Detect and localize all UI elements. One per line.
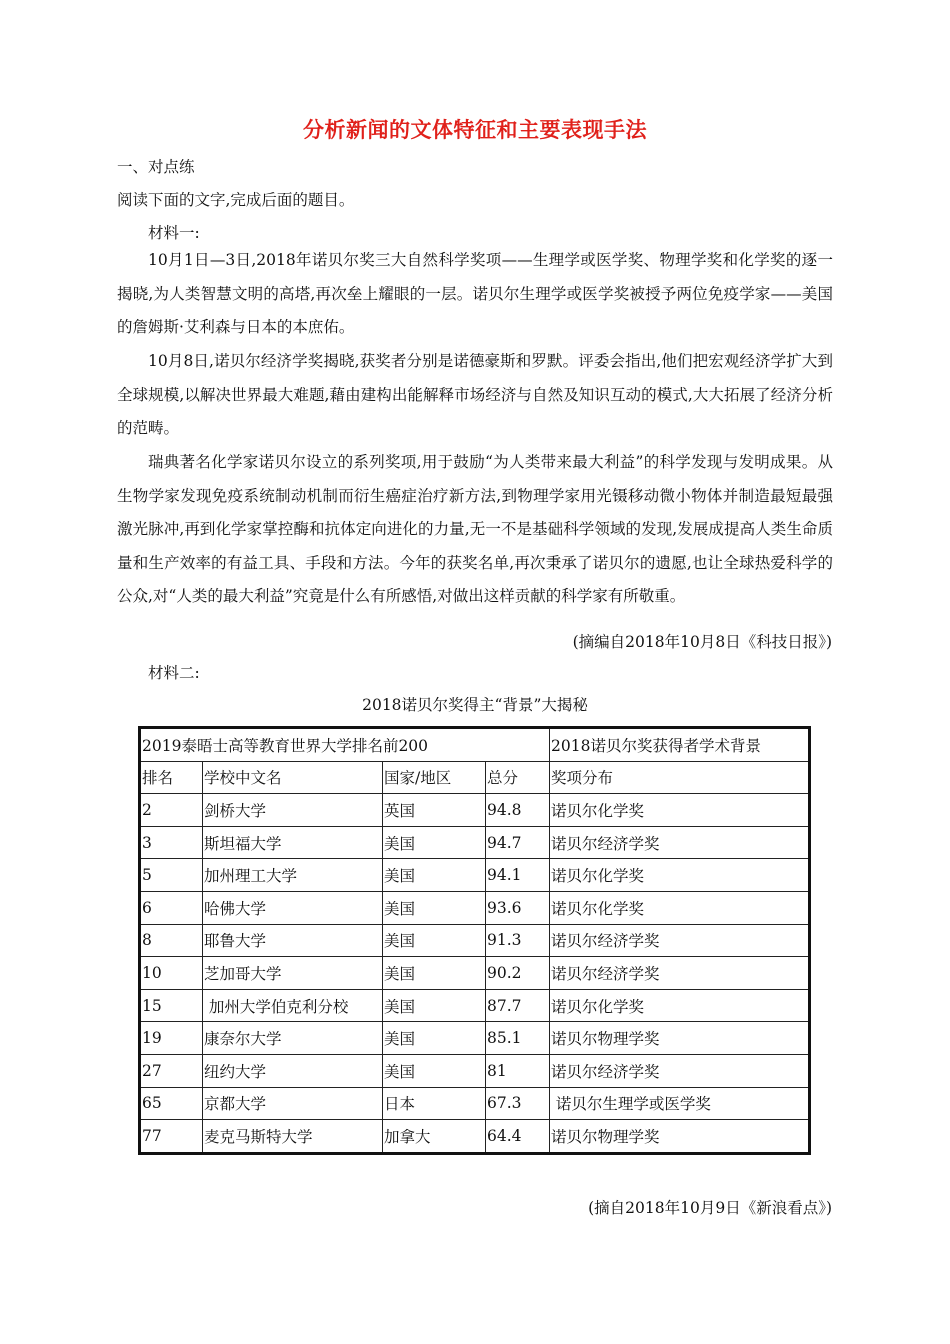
- table-cell: 6: [140, 891, 203, 924]
- table-cell: 85.1: [486, 1022, 550, 1055]
- table-row: [140, 1054, 810, 1087]
- table-cell: 2: [140, 794, 203, 827]
- table-row: [140, 1120, 810, 1154]
- column-header: 学校中文名: [203, 761, 383, 794]
- table-cell: 哈佛大学: [203, 891, 383, 924]
- table-cell: 诺贝尔经济学奖: [550, 826, 810, 859]
- table-cell: 剑桥大学: [203, 794, 383, 827]
- group-header-ranking: 2019泰晤士高等教育世界大学排名前200: [140, 728, 550, 762]
- table-cell: 94.8: [486, 794, 550, 827]
- table-cell: 诺贝尔物理学奖: [550, 1120, 810, 1154]
- table-caption: 2018诺贝尔奖得主“背景”大揭秘: [362, 696, 588, 714]
- table-cell: 77: [140, 1120, 203, 1154]
- table-cell: 65: [140, 1087, 203, 1120]
- table-cell: 87.7: [486, 989, 550, 1022]
- table-column-header-row: [140, 761, 810, 794]
- table-cell: 美国: [383, 924, 486, 957]
- table-cell: 诺贝尔经济学奖: [550, 957, 810, 990]
- table-cell: 诺贝尔化学奖: [550, 989, 810, 1022]
- table-cell: 美国: [383, 826, 486, 859]
- column-header: 总分: [486, 761, 550, 794]
- table-row: [140, 891, 810, 924]
- table-cell: 3: [140, 826, 203, 859]
- material1-label: 材料一:: [148, 224, 200, 242]
- group-header-award: 2018诺贝尔奖获得者学术背景: [550, 728, 810, 762]
- section-heading: 一、对点练: [117, 158, 195, 176]
- table-cell: 康奈尔大学: [203, 1022, 383, 1055]
- table-cell: 94.1: [486, 859, 550, 892]
- table-cell: 诺贝尔物理学奖: [550, 1022, 810, 1055]
- table-row: [140, 859, 810, 892]
- table-cell: 日本: [383, 1087, 486, 1120]
- table-cell: 诺贝尔经济学奖: [550, 924, 810, 957]
- material2-label: 材料二:: [148, 664, 200, 682]
- table-cell: 美国: [383, 859, 486, 892]
- table-cell: 91.3: [486, 924, 550, 957]
- table-cell: 加州理工大学: [203, 859, 383, 892]
- ranking-table: [138, 726, 811, 1155]
- table-row: [140, 1022, 810, 1055]
- table-cell: 麦克马斯特大学: [203, 1120, 383, 1154]
- table-cell: 加州大学伯克利分校: [203, 989, 383, 1022]
- table-cell: 诺贝尔化学奖: [550, 859, 810, 892]
- table-cell: 90.2: [486, 957, 550, 990]
- table-cell: 英国: [383, 794, 486, 827]
- table-cell: 诺贝尔化学奖: [550, 794, 810, 827]
- table-cell: 64.4: [486, 1120, 550, 1154]
- column-header: 排名: [140, 761, 203, 794]
- table-cell: 芝加哥大学: [203, 957, 383, 990]
- column-header: 国家/地区: [383, 761, 486, 794]
- table-cell: 93.6: [486, 891, 550, 924]
- table-row: [140, 826, 810, 859]
- table-row: [140, 989, 810, 1022]
- table-cell: 19: [140, 1022, 203, 1055]
- table-row: [140, 794, 810, 827]
- table-cell: 诺贝尔经济学奖: [550, 1054, 810, 1087]
- table-cell: 耶鲁大学: [203, 924, 383, 957]
- table-row: [140, 1087, 810, 1120]
- table-row: [140, 924, 810, 957]
- table-cell: 诺贝尔生理学或医学奖: [550, 1087, 810, 1120]
- material2-source: (摘自2018年10月9日《新浪看点》): [588, 1199, 832, 1217]
- material1-source: (摘编自2018年10月8日《科技日报》): [572, 633, 832, 651]
- instruction: 阅读下面的文字,完成后面的题目。: [117, 191, 355, 209]
- table-cell: 美国: [383, 891, 486, 924]
- page-title: 分析新闻的文体特征和主要表现手法: [303, 118, 647, 142]
- table-cell: 美国: [383, 957, 486, 990]
- table-cell: 纽约大学: [203, 1054, 383, 1087]
- material1-paragraph-3: 瑞典著名化学家诺贝尔设立的系列奖项,用于鼓励“为人类带来最大利益”的科学发现与发明成果。从生物学家发现免疫系统制动机制而衍生癌症治疗新方法,到物理学家用光镊移动微小物体并制造最短最强激光脉冲,再到化学家掌控酶和抗体定向进化的力量,无一不是基础科学领域的发现,发展成提高人类生命质量和生产效率的有益工具、手段和方法。今年的获奖名单,再次秉承了诺贝尔的遗愿,也让全球热爱科学的公众,对“人类的最大利益”究竟是什么有所感悟,对做出这样贡献的科学家有所敬重。: [117, 453, 833, 606]
- table-cell: 81: [486, 1054, 550, 1087]
- table-row: [140, 957, 810, 990]
- table-cell: 10: [140, 957, 203, 990]
- table-cell: 94.7: [486, 826, 550, 859]
- table-cell: 5: [140, 859, 203, 892]
- table-cell: 67.3: [486, 1087, 550, 1120]
- table-cell: 斯坦福大学: [203, 826, 383, 859]
- table-cell: 8: [140, 924, 203, 957]
- table-cell: 美国: [383, 1022, 486, 1055]
- table-cell: 诺贝尔化学奖: [550, 891, 810, 924]
- material1-paragraph-2: 10月8日,诺贝尔经济学奖揭晓,获奖者分别是诺德豪斯和罗默。评委会指出,他们把宏观经济学扩大到全球规模,以解决世界最大难题,藉由建构出能解释市场经济与自然及知识互动的模式,大大拓展了经济分析的范畴。: [117, 352, 833, 438]
- table-group-header-row: [140, 728, 810, 762]
- material1-paragraph-1: 10月1日—3日,2018年诺贝尔奖三大自然科学奖项——生理学或医学奖、物理学奖和化学奖的逐一揭晓,为人类智慧文明的高塔,再次垒上耀眼的一层。诺贝尔生理学或医学奖被授予两位免疫学家——美国的詹姆斯·艾利森与日本的本庶佑。: [117, 251, 833, 337]
- table-cell: 京都大学: [203, 1087, 383, 1120]
- column-header: 奖项分布: [550, 761, 810, 794]
- table-cell: 15: [140, 989, 203, 1022]
- table-cell: 加拿大: [383, 1120, 486, 1154]
- table-cell: 27: [140, 1054, 203, 1087]
- table-cell: 美国: [383, 989, 486, 1022]
- table-cell: 美国: [383, 1054, 486, 1087]
